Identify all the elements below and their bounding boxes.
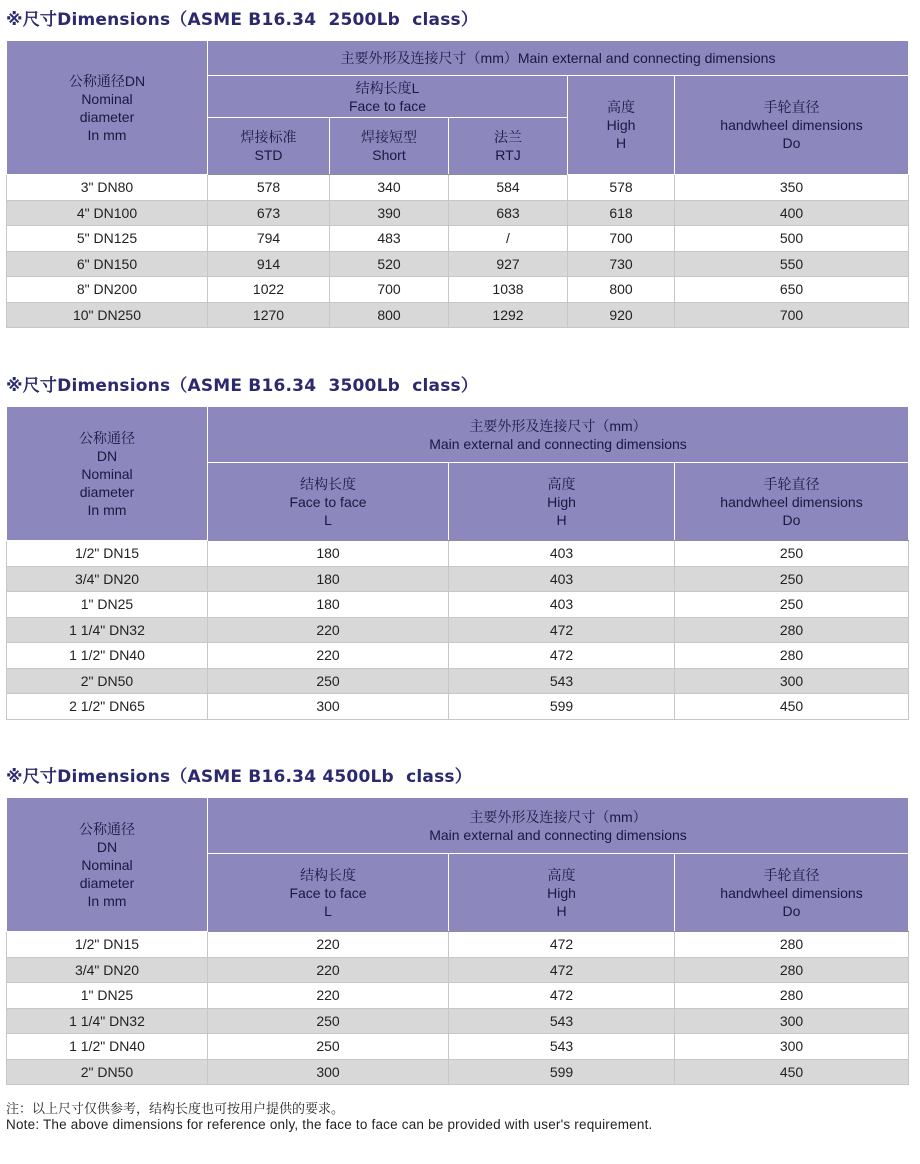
table-row [7,957,909,983]
header-high: 高度 High H [568,76,675,175]
header-short: 焊接短型 Short [330,118,449,175]
cell-high: 618 [568,200,675,226]
cell-std: 1022 [208,277,330,303]
cell-face-to-face: 220 [208,983,449,1009]
cell-handwheel: 280 [675,957,909,983]
cell-rtj: 1038 [449,277,568,303]
cell-high: 700 [568,226,675,252]
cell-high: 403 [449,592,675,618]
table-row [7,1034,909,1060]
cell-nominal-size: 1 1/2" DN40 [7,643,208,669]
cell-short: 520 [330,251,449,277]
cell-nominal-size: 3" DN80 [7,175,208,201]
cell-std: 673 [208,200,330,226]
cell-handwheel: 500 [675,226,909,252]
table-row [7,1059,909,1085]
table-row [7,200,909,226]
cell-nominal-size: 2" DN50 [7,668,208,694]
cell-high: 543 [449,1008,675,1034]
cell-high: 543 [449,668,675,694]
cell-high: 578 [568,175,675,201]
cell-handwheel: 280 [675,643,909,669]
header-main-dimensions: 主要外形及连接尺寸（mm） Main external and connecting dimensions [208,407,909,463]
cell-high: 543 [449,1034,675,1060]
cell-short: 483 [330,226,449,252]
header-nominal-diameter: 公称通径 DN Nominal diameter In mm [7,798,208,932]
note-english: Note: The above dimensions for reference only, the face to face can be provided with user's requirement. [6,1117,653,1132]
cell-handwheel: 300 [675,668,909,694]
table-row [7,932,909,958]
cell-handwheel: 450 [675,694,909,720]
cell-nominal-size: 8" DN200 [7,277,208,303]
cell-handwheel: 280 [675,983,909,1009]
cell-face-to-face: 180 [208,592,449,618]
cell-nominal-size: 6" DN150 [7,251,208,277]
cell-face-to-face: 250 [208,668,449,694]
cell-nominal-size: 1/2" DN15 [7,541,208,567]
table-row [7,541,909,567]
cell-high: 472 [449,617,675,643]
table-row [7,592,909,618]
header-face-to-face: 结构长度 Face to face L [208,463,449,541]
dimensions-table-4500lb [6,797,909,1085]
cell-high: 403 [449,541,675,567]
cell-handwheel: 700 [675,302,909,328]
cell-handwheel: 650 [675,277,909,303]
cell-handwheel: 300 [675,1008,909,1034]
cell-handwheel: 250 [675,592,909,618]
cell-nominal-size: 2" DN50 [7,1059,208,1085]
cell-std: 578 [208,175,330,201]
header-nominal-diameter: 公称通径DN Nominal diameter In mm [7,41,208,175]
cell-rtj: 927 [449,251,568,277]
cell-nominal-size: 5" DN125 [7,226,208,252]
cell-high: 920 [568,302,675,328]
header-handwheel: 手轮直径 handwheel dimensions Do [675,76,909,175]
header-main-dimensions: 主要外形及连接尺寸（mm）Main external and connecting dimensions [208,41,909,76]
header-std: 焊接标准 STD [208,118,330,175]
cell-high: 599 [449,694,675,720]
cell-high: 472 [449,932,675,958]
cell-std: 794 [208,226,330,252]
cell-short: 390 [330,200,449,226]
cell-handwheel: 400 [675,200,909,226]
cell-rtj: / [449,226,568,252]
header-face-to-face: 结构长度 Face to face L [208,854,449,932]
cell-nominal-size: 4" DN100 [7,200,208,226]
cell-nominal-size: 3/4" DN20 [7,566,208,592]
cell-nominal-size: 1 1/4" DN32 [7,617,208,643]
cell-nominal-size: 1" DN25 [7,592,208,618]
cell-handwheel: 450 [675,1059,909,1085]
cell-nominal-size: 2 1/2" DN65 [7,694,208,720]
cell-high: 800 [568,277,675,303]
table-row [7,1008,909,1034]
table-row [7,668,909,694]
section-title-3500lb: ※尺寸Dimensions（ASME B16.34 3500Lb class） [6,376,479,396]
header-handwheel: 手轮直径 handwheel dimensions Do [675,463,909,541]
cell-high: 599 [449,1059,675,1085]
cell-nominal-size: 1 1/4" DN32 [7,1008,208,1034]
cell-face-to-face: 220 [208,932,449,958]
cell-high: 472 [449,643,675,669]
cell-high: 403 [449,566,675,592]
cell-face-to-face: 300 [208,694,449,720]
cell-face-to-face: 250 [208,1034,449,1060]
cell-rtj: 683 [449,200,568,226]
table-row [7,617,909,643]
section-title-4500lb: ※尺寸Dimensions（ASME B16.34 4500Lb class） [6,767,472,787]
cell-face-to-face: 220 [208,617,449,643]
cell-handwheel: 250 [675,566,909,592]
cell-nominal-size: 1 1/2" DN40 [7,1034,208,1060]
table-row [7,251,909,277]
cell-face-to-face: 180 [208,541,449,567]
table-row [7,983,909,1009]
cell-face-to-face: 250 [208,1008,449,1034]
cell-handwheel: 280 [675,617,909,643]
table-row [7,175,909,201]
cell-nominal-size: 10" DN250 [7,302,208,328]
cell-rtj: 584 [449,175,568,201]
cell-high: 472 [449,957,675,983]
cell-short: 800 [330,302,449,328]
cell-high: 730 [568,251,675,277]
header-main-dimensions: 主要外形及连接尺寸（mm） Main external and connecting dimensions [208,798,909,854]
header-face-to-face: 结构长度L Face to face [208,76,568,118]
cell-face-to-face: 180 [208,566,449,592]
note-chinese: 注：以上尺寸仅供参考，结构长度也可按用户提供的要求。 [6,1102,345,1117]
cell-nominal-size: 1" DN25 [7,983,208,1009]
cell-face-to-face: 220 [208,643,449,669]
header-rtj: 法兰 RTJ [449,118,568,175]
cell-handwheel: 350 [675,175,909,201]
table-row [7,643,909,669]
cell-short: 340 [330,175,449,201]
cell-face-to-face: 300 [208,1059,449,1085]
table-row [7,226,909,252]
cell-handwheel: 550 [675,251,909,277]
cell-std: 1270 [208,302,330,328]
cell-nominal-size: 1/2" DN15 [7,932,208,958]
table-row [7,277,909,303]
header-nominal-diameter: 公称通径 DN Nominal diameter In mm [7,407,208,541]
header-high: 高度 High H [449,854,675,932]
cell-short: 700 [330,277,449,303]
cell-handwheel: 250 [675,541,909,567]
section-title-2500lb: ※尺寸Dimensions（ASME B16.34 2500Lb class） [6,10,479,30]
cell-rtj: 1292 [449,302,568,328]
table-row [7,302,909,328]
header-handwheel: 手轮直径 handwheel dimensions Do [675,854,909,932]
dimensions-table-3500lb [6,406,909,720]
cell-nominal-size: 3/4" DN20 [7,957,208,983]
cell-handwheel: 300 [675,1034,909,1060]
table-row [7,694,909,720]
table-row [7,566,909,592]
header-high: 高度 High H [449,463,675,541]
cell-handwheel: 280 [675,932,909,958]
cell-face-to-face: 220 [208,957,449,983]
cell-high: 472 [449,983,675,1009]
cell-std: 914 [208,251,330,277]
dimensions-table-2500lb [6,40,909,328]
